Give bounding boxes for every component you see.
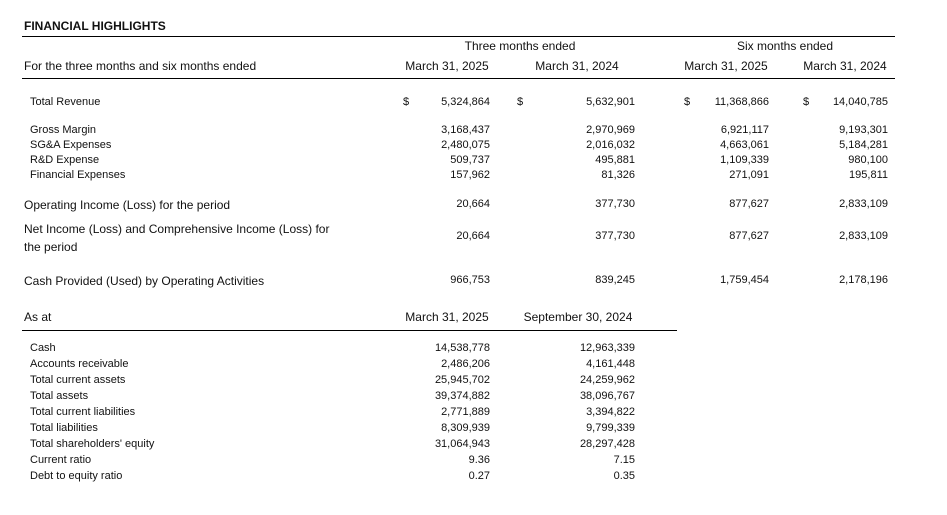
value-cell: 2,970,969 [586,124,635,136]
value-cell: 31,064,943 [434,438,490,450]
header-rule [22,78,895,79]
row-label-operating-income: Operating Income (Loss) for the period [24,198,231,212]
value-cell: 877,627 [729,198,769,210]
value-cell: 0.35 [613,470,635,482]
currency-symbol: $ [684,96,691,108]
group-header-six-months: Six months ended [736,39,834,53]
value-cell: 495,881 [595,154,635,166]
row-label-net-income-line2: the period [24,240,78,254]
value-cell: 9.36 [468,454,490,466]
row-label-debt-to-equity: Debt to equity ratio [30,470,123,482]
col-header-3m-2024: March 31, 2024 [535,59,619,73]
row-label-total-liabilities: Total liabilities [30,422,98,434]
currency-symbol: $ [517,96,524,108]
value-cell: 8,309,939 [441,422,490,434]
value-cell: 9,193,301 [839,124,888,136]
value-cell: 2,480,075 [441,139,490,151]
value-cell: 28,297,428 [579,438,635,450]
value-cell: 157,962 [450,169,490,181]
value-cell: 9,799,339 [586,422,635,434]
value-cell: 2,833,109 [839,198,888,210]
page-title: FINANCIAL HIGHLIGHTS [24,19,166,33]
balance-header-rule [22,330,677,331]
value-cell: 4,663,061 [720,139,769,151]
row-label-current-ratio: Current ratio [30,454,92,466]
value-cell: 3,394,822 [586,406,635,418]
value-cell: 0.27 [468,470,490,482]
value-cell: 377,730 [595,230,635,242]
currency-symbol: $ [403,96,410,108]
value-cell: 5,324,864 [441,96,490,108]
row-label-rd-expense: R&D Expense [30,154,100,166]
value-cell: 25,945,702 [434,374,490,386]
value-cell: 2,016,032 [586,139,635,151]
value-cell: 38,096,767 [579,390,635,402]
value-cell: 24,259,962 [579,374,635,386]
col-header-3m-2025: March 31, 2025 [405,59,489,73]
value-cell: 6,921,117 [720,124,769,136]
value-cell: 39,374,882 [434,390,490,402]
group-header-three-months: Three months ended [464,39,576,53]
row-label-net-income-line1: Net Income (Loss) and Comprehensive Income (Loss) for [24,222,330,236]
value-cell: 14,538,778 [434,342,490,354]
value-cell: 195,811 [849,169,888,181]
col-header-bs-2024: September 30, 2024 [523,310,633,324]
value-cell: 877,627 [729,230,769,242]
value-cell: 2,771,889 [441,406,490,418]
row-label-cash-operating: Cash Provided (Used) by Operating Activities [24,274,265,288]
value-cell: 14,040,785 [832,96,888,108]
row-label-gross-margin: Gross Margin [30,124,97,136]
col-header-6m-2024: March 31, 2024 [803,59,887,73]
value-cell: 1,759,454 [720,274,769,286]
row-label-sga-expenses: SG&A Expenses [30,139,112,151]
value-cell: 2,178,196 [839,274,888,286]
row-label-total-shareholders-equity: Total shareholders' equity [30,438,155,450]
value-cell: 11,368,866 [714,96,769,108]
value-cell: 2,833,109 [839,230,888,242]
row-label-total-assets: Total assets [30,390,89,402]
value-cell: 7.15 [613,454,635,466]
row-label-total-revenue: Total Revenue [30,96,101,108]
row-label-cash: Cash [30,342,56,354]
value-cell: 5,632,901 [586,96,635,108]
value-cell: 5,184,281 [839,139,888,151]
period-row-label: For the three months and six months ended [24,59,257,73]
value-cell: 3,168,437 [441,124,490,136]
value-cell: 966,753 [450,274,490,286]
value-cell: 377,730 [595,198,635,210]
balance-row-label: As at [24,310,52,324]
value-cell: 980,100 [848,154,888,166]
value-cell: 4,161,448 [586,358,635,370]
row-label-accounts-receivable: Accounts receivable [30,358,129,370]
value-cell: 1,109,339 [720,154,769,166]
col-header-6m-2025: March 31, 2025 [684,59,768,73]
value-cell: 271,091 [729,169,769,181]
row-label-total-current-assets: Total current assets [30,374,126,386]
title-rule [22,36,895,37]
col-header-bs-2025: March 31, 2025 [405,310,489,324]
value-cell: 81,326 [601,169,635,181]
value-cell: 20,664 [456,230,490,242]
value-cell: 12,963,339 [579,342,635,354]
currency-symbol: $ [803,96,810,108]
value-cell: 2,486,206 [441,358,490,370]
value-cell: 839,245 [595,274,635,286]
value-cell: 20,664 [456,198,490,210]
row-label-financial-expenses: Financial Expenses [30,169,126,181]
row-label-total-current-liabilities: Total current liabilities [30,406,136,418]
value-cell: 509,737 [450,154,490,166]
